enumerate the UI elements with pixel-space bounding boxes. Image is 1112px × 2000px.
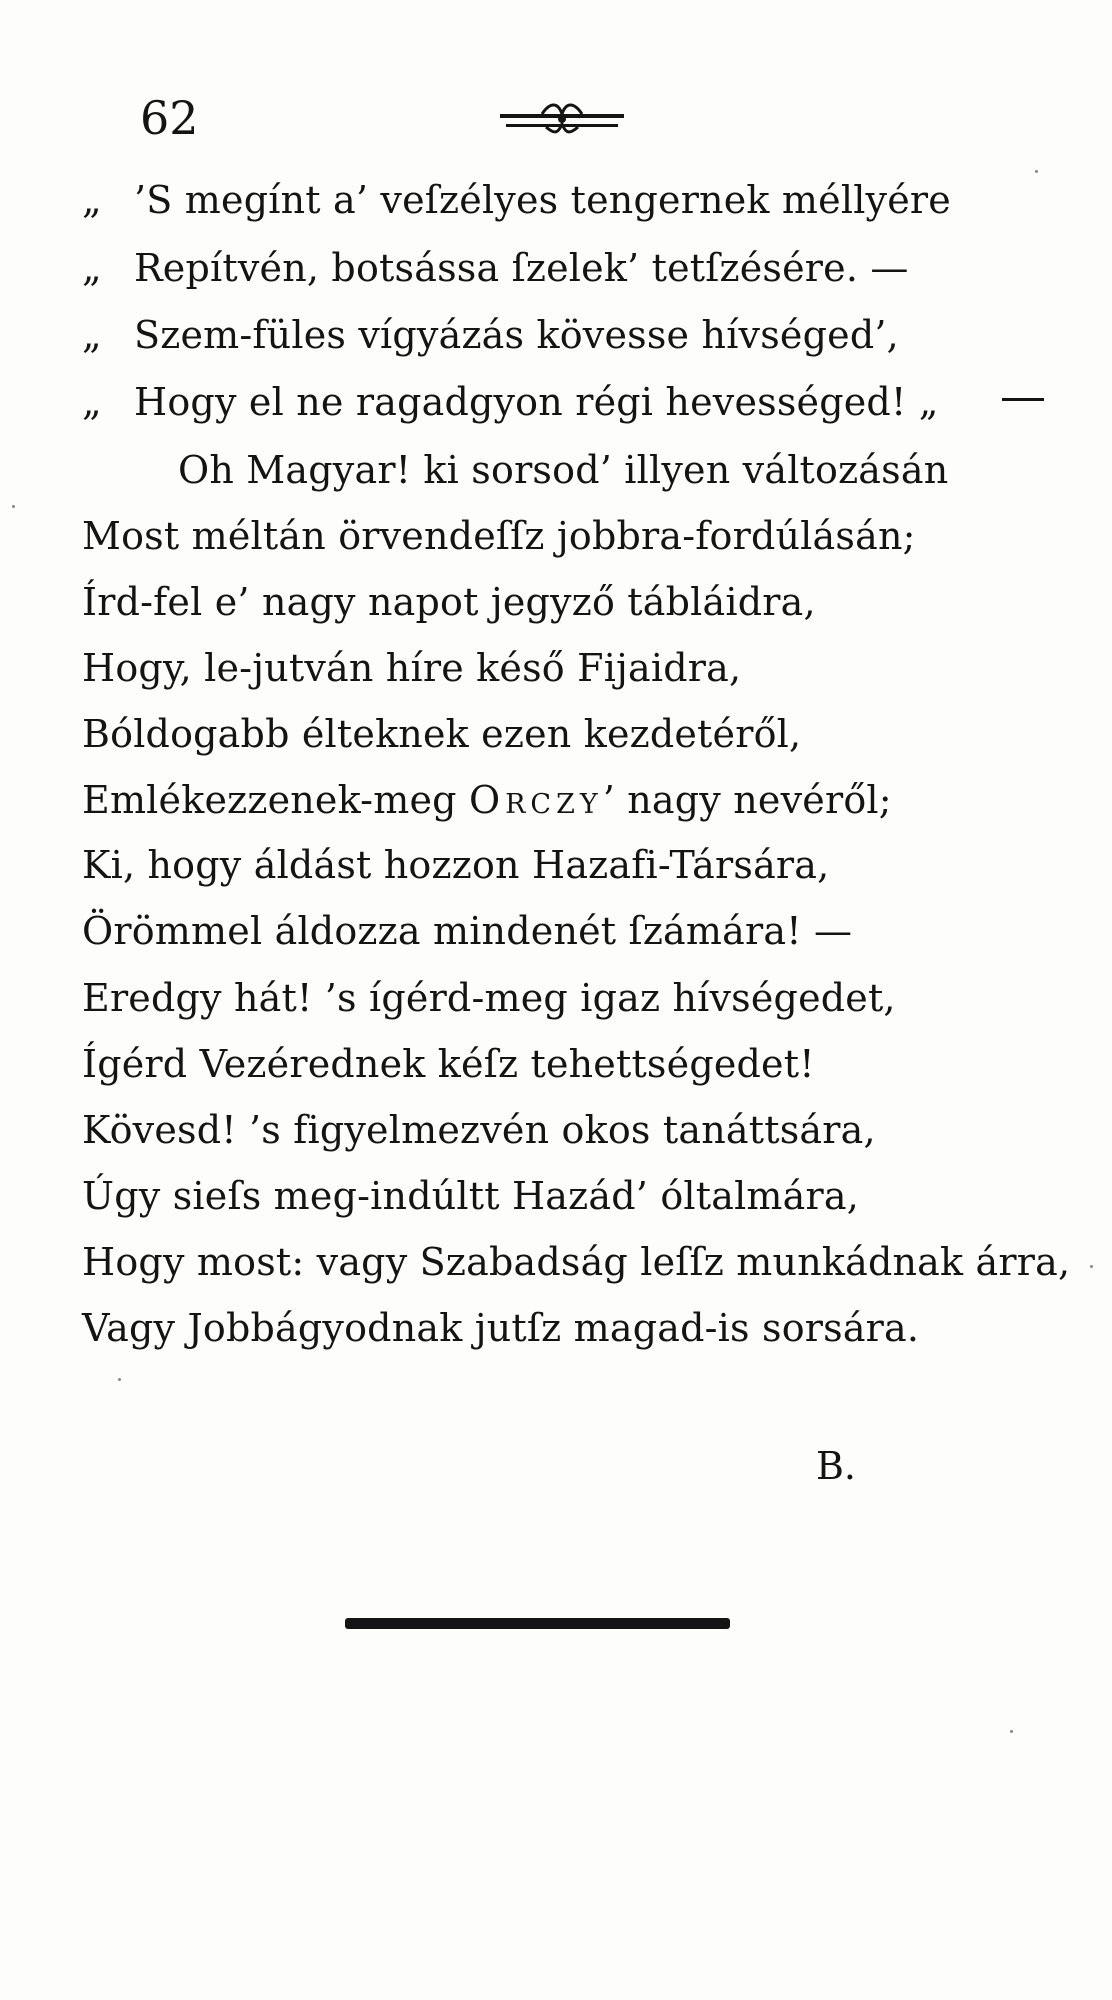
- poem-line: [82, 1306, 919, 1350]
- poem-line: [82, 778, 892, 822]
- line-text: Szem-füles vígyázás kövesse hívséged’,: [134, 313, 899, 357]
- paper-speck: [12, 505, 15, 508]
- line-text: ’ nagy nevéről;: [602, 778, 892, 822]
- trailing-dash: [1002, 398, 1044, 401]
- poem-line: [82, 712, 801, 756]
- line-text: Oh Magyar! ki sorsod’ illyen változásán: [178, 448, 949, 492]
- line-text: Emlékezzenek-meg: [82, 778, 469, 822]
- poem-line: [82, 514, 916, 558]
- quote-mark: „: [82, 313, 102, 357]
- line-text: Ki, hogy áldást hozzon Hazafi-Társára,: [82, 843, 830, 887]
- poem-line: [82, 976, 896, 1020]
- line-text: Repítvén, botsássa ſzelek’ tetſzésére. —: [134, 246, 909, 290]
- poem-line: [82, 646, 741, 690]
- poem-line: [178, 448, 948, 492]
- poem-line: [82, 313, 899, 357]
- bottom-rule: [345, 1618, 730, 1629]
- paper-speck: [1035, 170, 1038, 173]
- author-signature: B.: [816, 1444, 857, 1488]
- quote-mark: „: [82, 380, 102, 424]
- quote-mark: „: [82, 178, 102, 222]
- poem-line: [82, 1042, 815, 1086]
- poem-line: [82, 178, 951, 222]
- patron-name: Orczy: [468, 778, 603, 822]
- poem-line: [82, 380, 939, 424]
- page-number: 62: [140, 91, 199, 145]
- poem-line: [82, 580, 816, 624]
- paper-speck: [118, 1378, 121, 1381]
- line-text: Bóldogabb élteknek ezen kezdetéről,: [82, 712, 802, 756]
- line-text: Most méltán örvendeſſz jobbra-fordúlásán;: [82, 514, 916, 558]
- line-text: Ígérd Vezérednek kéſz tehettségedet!: [82, 1042, 815, 1086]
- quote-mark: „: [82, 246, 102, 290]
- line-text: Eredgy hát! ’s ígérd-meg igaz hívségedet,: [82, 976, 896, 1020]
- line-text: Kövesd! ’s figyelmezvén okos tanáttsára,: [82, 1108, 876, 1152]
- poem-line: [82, 1108, 876, 1152]
- line-text: Hogy, le-jutván híre késő Fijaidra,: [82, 646, 742, 690]
- line-text: Úgy sieſs meg-indúltt Hazád’ óltalmára,: [82, 1174, 860, 1218]
- paper-speck: [1090, 1265, 1093, 1268]
- poem-line: [82, 843, 829, 887]
- line-text: Írd-fel e’ nagy napot jegyző tábláidra,: [82, 580, 816, 624]
- paper-speck: [1010, 1730, 1013, 1733]
- line-text: Vagy Jobbágyodnak jutſz magad-is sorsára.: [82, 1306, 920, 1350]
- poem-line: [82, 1174, 859, 1218]
- poem-line: [82, 909, 852, 953]
- poem-line: [82, 246, 909, 290]
- line-text: ’S megínt a’ veſzélyes tengernek méllyére: [134, 178, 951, 222]
- line-text: Hogy el ne ragadgyon régi hevességed! „: [134, 380, 939, 424]
- poem-line: [82, 1240, 1070, 1284]
- line-text: Hogy most: vagy Szabadság leſſz munkádnak árra,: [82, 1240, 1071, 1284]
- line-text: Örömmel áldozza mindenét ſzámára! —: [82, 909, 853, 953]
